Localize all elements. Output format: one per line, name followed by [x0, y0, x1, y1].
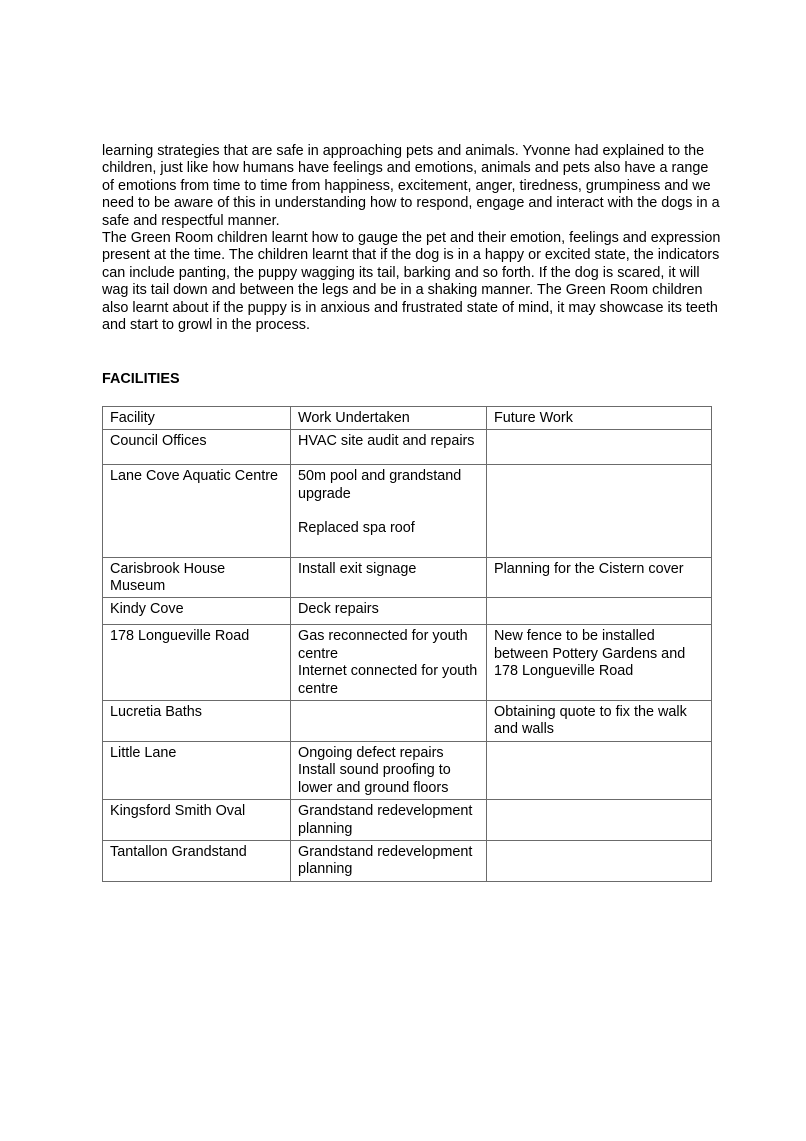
- facility-cell: Kindy Cove: [103, 598, 291, 625]
- table-row: [103, 557, 712, 598]
- cell-line: Obtaining quote to fix the walk and walls: [494, 704, 687, 738]
- work-undertaken-cell: [291, 430, 487, 465]
- future-work-cell: [487, 800, 712, 841]
- cell-line: Grandstand redevelopment planning: [298, 843, 473, 878]
- table-row: [103, 598, 712, 625]
- work-undertaken-cell: [291, 465, 487, 557]
- facility-cell: 178 Longueville Road: [103, 625, 291, 701]
- facilities-table-body: [103, 430, 712, 881]
- table-row: [103, 840, 712, 881]
- future-work-cell: [487, 430, 712, 465]
- work-undertaken-cell: [291, 701, 487, 742]
- facility-cell: Little Lane: [103, 741, 291, 799]
- facility-cell: Kingsford Smith Oval: [103, 800, 291, 841]
- cell-line: Grandstand redevelopment planning: [298, 803, 473, 837]
- table-row: [103, 800, 712, 841]
- cell-line: Install exit signage: [298, 560, 417, 577]
- table-row: [103, 625, 712, 701]
- work-undertaken-cell: [291, 741, 487, 799]
- work-undertaken-cell: [291, 800, 487, 841]
- cell-line: Deck repairs: [298, 601, 379, 618]
- facility-cell: Lucretia Baths: [103, 701, 291, 742]
- cell-line: Planning for the Cistern cover: [494, 560, 684, 577]
- cell-line: Ongoing defect repairs: [298, 744, 444, 761]
- future-work-cell: [487, 701, 712, 742]
- column-header-future-work: Future Work: [487, 407, 712, 430]
- body-text: [102, 143, 722, 334]
- work-undertaken-cell: [291, 557, 487, 598]
- cell-line: HVAC site audit and repairs: [298, 433, 475, 450]
- table-header-row: [103, 407, 712, 430]
- facilities-table: [102, 406, 712, 882]
- table-row: [103, 430, 712, 465]
- future-work-cell: [487, 625, 712, 701]
- future-work-cell: [487, 557, 712, 598]
- cell-line: Internet connected for youth centre: [298, 663, 478, 697]
- table-row: [103, 701, 712, 742]
- future-work-cell: [487, 741, 712, 799]
- cell-line: New fence to be installed between Pottery Gardens and 178 Longueville Road: [494, 628, 686, 680]
- column-header-facility: Facility: [103, 407, 291, 430]
- paragraph-2: The Green Room children learnt how to gauge the pet and their emotion, feelings and expression present at the time. The children learnt that if the dog is in a happy or excited state, the indicators can include panting, the puppy wagging its tail, barking and so forth. If the dog is scared, it will wag its tail down and between the legs and be in a shaking manner. The Green Room children also learnt about if the puppy is in anxious and frustrated state of mind, it may showcase its teeth and start to growl in the process.: [102, 230, 721, 334]
- paragraph-1: learning strategies that are safe in approaching pets and animals. Yvonne had explained to the children, just like how humans have feelings and emotions, animals and pets also have a range of emotions from time to time from happiness, excitement, anger, tiredness, grumpiness and we need to be aware of this in understanding how to respond, engage and interact with the dogs in a safe and respectful manner.: [102, 143, 720, 229]
- work-undertaken-cell: [291, 625, 487, 701]
- table-row: [103, 741, 712, 799]
- column-header-work-undertaken: Work Undertaken: [291, 407, 487, 430]
- cell-line: Install sound proofing to lower and ground floors: [298, 762, 451, 796]
- future-work-cell: [487, 598, 712, 625]
- facility-cell: Tantallon Grandstand: [103, 840, 291, 881]
- facility-cell: Council Offices: [103, 430, 291, 465]
- cell-line: Gas reconnected for youth centre: [298, 628, 468, 662]
- table-row: [103, 465, 712, 557]
- work-undertaken-cell: [291, 840, 487, 881]
- future-work-cell: [487, 840, 712, 881]
- facility-cell: Carisbrook House Museum: [103, 557, 291, 598]
- cell-line: Replaced spa roof: [298, 520, 415, 537]
- facilities-heading: FACILITIES: [102, 371, 180, 387]
- future-work-cell: [487, 465, 712, 557]
- cell-line: 50m pool and grandstand upgrade: [298, 468, 462, 502]
- facility-cell: Lane Cove Aquatic Centre: [103, 465, 291, 557]
- work-undertaken-cell: [291, 598, 487, 625]
